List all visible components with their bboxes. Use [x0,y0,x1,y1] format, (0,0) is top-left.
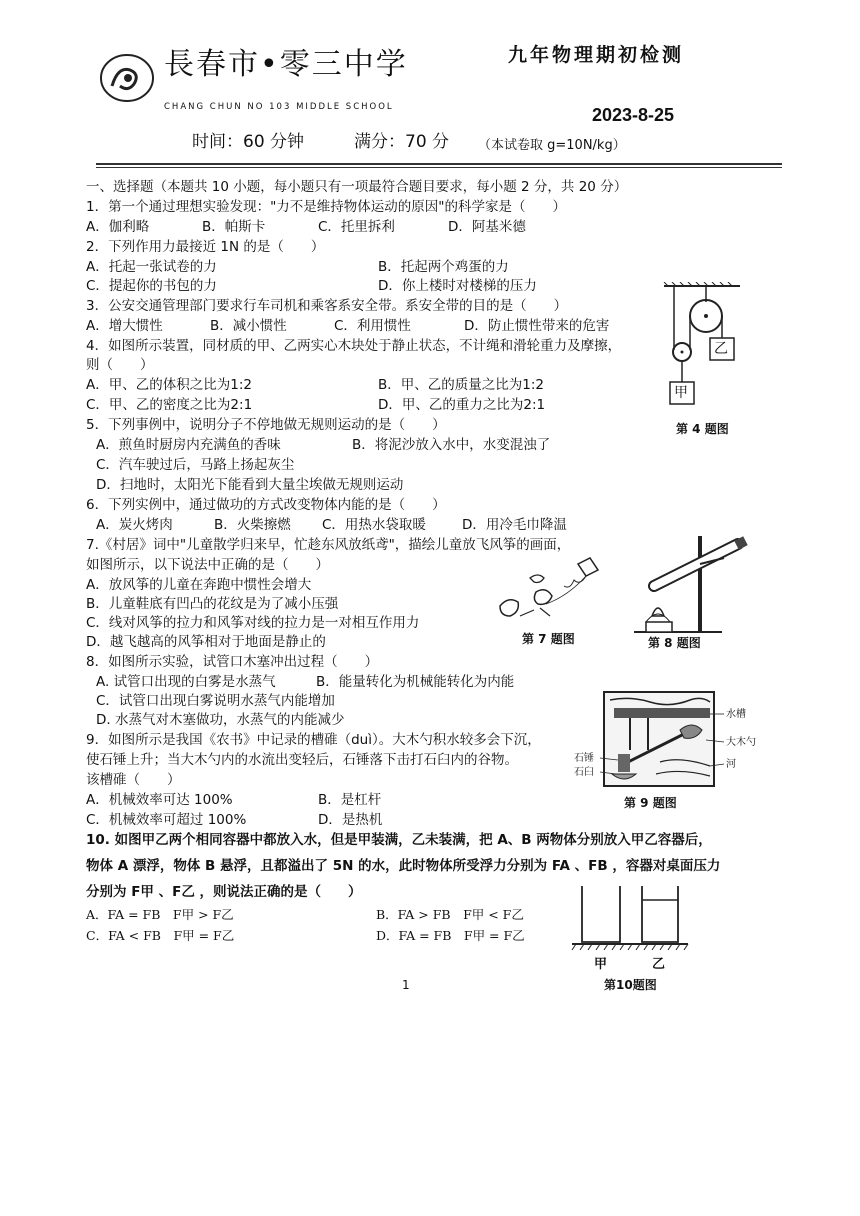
figure-8 [632,530,762,640]
school-logo-icon [98,52,156,104]
option-d: D. 水蒸气对木塞做功，水蒸气的内能减少 [96,712,345,728]
label-shichui: 石锤 [574,753,594,764]
container-yi-label: 乙 [652,957,666,972]
kite-children-drawing [490,556,614,626]
question-stem: 2．下列作用力最接近 1N 的是（ ） [86,239,325,255]
option-c: C．托里拆利 [318,219,395,235]
option-d: D．扫地时，太阳光下能看到大量尘埃做无规则运动 [96,477,404,493]
option-b: B．儿童鞋底有凹凸的花纹是为了减小压强 [86,596,339,612]
school-name-english: CHANG CHUN NO 103 MIDDLE SCHOOL [164,102,394,112]
figure-4-caption: 第 4 题图 [676,422,729,436]
exam-date: 2023-8-25 [592,105,675,125]
question-stem: 8．如图所示实验，试管口木塞冲出过程（ ） [86,654,379,670]
question-stem: 物体 A 漂浮，物体 B 悬浮，且都溢出了 5N 的水，此时物体所受浮力分别为 FA 、FB ，容器对桌面压力 [86,858,721,874]
option-a: A．增大惯性 [86,318,163,334]
pulley-diagram [650,282,750,412]
option-b: B．能量转化为机械能转化为内能 [316,674,515,690]
option-a: A．甲、乙的体积之比为1:2 [86,377,252,393]
question-stem: 4．如图所示装置，同材质的甲、乙两实心木块处于静止状态，不计绳和滑轮重力及摩擦， [86,338,622,354]
container-jia-label: 甲 [594,957,608,972]
question-stem: 5．下列事例中，说明分子不停地做无规则运动的是（ ） [86,417,446,433]
option-b: B．将泥沙放入水中，水变混浊了 [352,437,551,453]
option-a: A．放风筝的儿童在奔跑中惯性会增大 [86,577,312,593]
figure-9 [570,690,770,790]
question-stem: 6．下列实例中，通过做功的方式改变物体内能的是（ ） [86,497,446,513]
question-stem: 9．如图所示是我国《农书》中记录的槽碓（duì）。大木勺积水较多会下沉， [86,732,541,748]
option-c: C．线对风筝的拉力和风筝对线的拉力是一对相互作用力 [86,615,420,631]
figure-4 [650,282,750,434]
option-a: A．伽利略 [86,219,150,235]
section-heading: 一、选择题（本题共 10 小题，每小题只有一项最符合题目要求，每小题 2 分，共 20 分） [86,179,628,195]
school-logo [98,52,156,104]
option-b: B．是杠杆 [318,792,382,808]
question-stem: 1．第一个通过理想实验发现："力不是维持物体运动的原因"的科学家是（ ） [86,199,567,215]
exam-time: 时间：60 分钟 [192,132,305,152]
option-d: D．你上楼时对楼梯的压力 [378,278,537,294]
option-d: D．防止惯性带来的危害 [464,318,610,334]
option-d: D．是热机 [318,812,383,828]
option-c: C．用热水袋取暖 [322,517,426,533]
option-d: D．FA = FB F甲 = F乙 [376,928,525,943]
question-stem: 该槽碓（ ） [86,772,181,788]
option-a: A．托起一张试卷的力 [86,259,217,275]
label-damushao: 大木勺 [726,737,756,748]
option-c: C．FA < FB F甲 = F乙 [86,928,235,943]
option-c: C．机械效率可超过 100% [86,812,247,828]
page-number: 1 [402,978,410,992]
option-c: C．提起你的书包的力 [86,278,217,294]
option-a: A．煎鱼时厨房内充满鱼的香味 [96,437,281,453]
question-stem: 3．公安交通管理部门要求行车司机和乘客系安全带。系安全带的目的是（ ） [86,298,568,314]
option-b: B．帕斯卡 [202,219,266,235]
block-jia-label: 甲 [674,385,688,401]
question-stem: 使石锤上升；当大木勺内的水流出变轻后，石锤落下击打石臼内的谷物。 [86,752,518,768]
figure-7-caption: 第 7 题图 [522,632,575,646]
option-d: D．越飞越高的风筝相对于地面是静止的 [86,634,326,650]
exam-note: （本试卷取 g=10N/kg） [478,138,626,153]
option-b: B．托起两个鸡蛋的力 [378,259,509,275]
option-d: D．甲、乙的重力之比为2:1 [378,397,546,413]
option-c: C．甲、乙的密度之比为2:1 [86,397,253,413]
option-b: B．减小惯性 [210,318,287,334]
test-tube-apparatus [632,530,762,640]
containers-drawing [570,884,690,954]
option-a: A．机械效率可达 100% [86,792,233,808]
option-a: A．FA = FB F甲 > F乙 [86,907,234,922]
option-c: C．利用惯性 [334,318,411,334]
figure-10-caption: 第10题图 [604,978,657,992]
option-d: D．阿基米德 [448,219,526,235]
figure-8-caption: 第 8 题图 [648,636,701,650]
figure-9-caption: 第 9 题图 [624,796,677,810]
label-shijiu: 石臼 [574,767,594,778]
option-b: B．FA > FB F甲 < F乙 [376,907,524,922]
option-b: B．甲、乙的质量之比为1:2 [378,377,544,393]
header-rule-thin [96,167,782,168]
option-c: C．试管口出现白雾说明水蒸气内能增加 [96,693,335,709]
question-stem: 则（ ） [86,357,154,373]
option-b: B．火柴擦燃 [214,517,291,533]
option-d: D．用冷毛巾降温 [462,517,567,533]
question-stem: 分别为 F甲 、F乙 ，则说法正确的是（ ） [86,884,362,900]
exam-title: 九年物理期初检测 [508,44,685,66]
school-name: 長春市•零三中学 [164,47,408,82]
question-stem: 10. 如图甲乙两个相同容器中都放入水，但是甲装满，乙未装满，把 A、B 两物体分别放入甲乙容器后， [86,832,712,848]
figure-10 [570,884,690,974]
question-stem: 如图所示，以下说法中正确的是（ ） [86,557,329,573]
question-stem: 7.《村居》词中"儿童散学归来早，忙趁东风放纸鸢"，描绘儿童放飞风筝的画面， [86,537,571,553]
option-c: C．汽车驶过后，马路上扬起灰尘 [96,457,295,473]
label-shuicao: 水槽 [726,709,746,720]
exam-score: 满分：70 分 [354,132,450,152]
block-yi-label: 乙 [714,341,728,357]
option-a: A. 试管口出现的白雾是水蒸气 [96,674,276,690]
header-rule [96,163,782,165]
option-a: A．炭火烤肉 [96,517,173,533]
figure-7 [490,556,614,626]
label-he: 河 [726,759,736,770]
